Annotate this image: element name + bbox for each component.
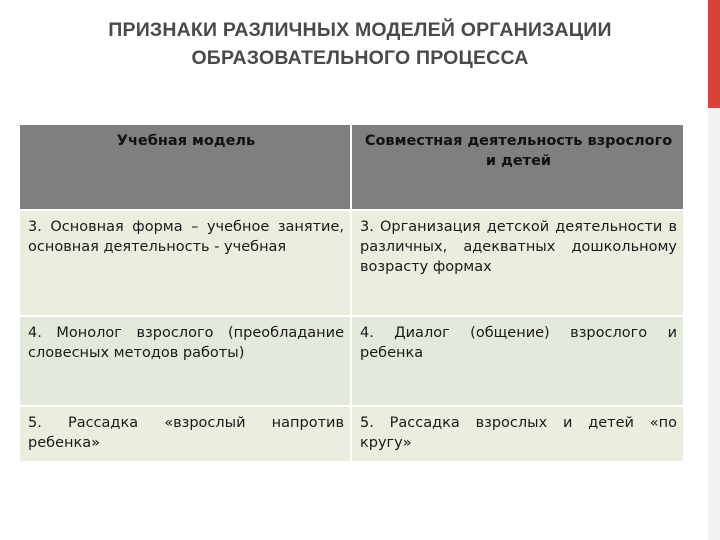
table-cell: 3. Основная форма – учебное занятие, основная деятельность - учебная — [20, 209, 352, 315]
page-title-line-1: ПРИЗНАКИ РАЗЛИЧНЫХ МОДЕЛЕЙ ОРГАНИЗАЦИИ — [108, 19, 612, 41]
accent-divider — [708, 108, 720, 540]
table-header-row — [20, 125, 683, 209]
table-cell: 4. Монолог взрослого (преобладание словесных методов работы) — [20, 315, 352, 405]
page-title-line-2: ОБРАЗОВАТЕЛЬНОГО ПРОЦЕССА — [191, 47, 529, 69]
table-cell: 5. Рассадка взрослых и детей «по кругу» — [352, 405, 683, 461]
table-row — [20, 405, 683, 461]
table-row — [20, 315, 683, 405]
header-learning-model: Учебная модель — [20, 125, 352, 209]
accent-bar — [708, 0, 720, 108]
table-cell: 3. Организация детской деятельности в различных, адекватных дошкольному возрасту формах — [352, 209, 683, 315]
models-comparison-table — [20, 125, 683, 461]
table-cell: 4. Диалог (общение) взрослого и ребенка — [352, 315, 683, 405]
page-title — [30, 16, 690, 72]
table-cell: 5. Рассадка «взрослый напротив ребенка» — [20, 405, 352, 461]
header-joint-activity: Совместная деятельность взрослого и детей — [352, 125, 683, 209]
table-row — [20, 209, 683, 315]
